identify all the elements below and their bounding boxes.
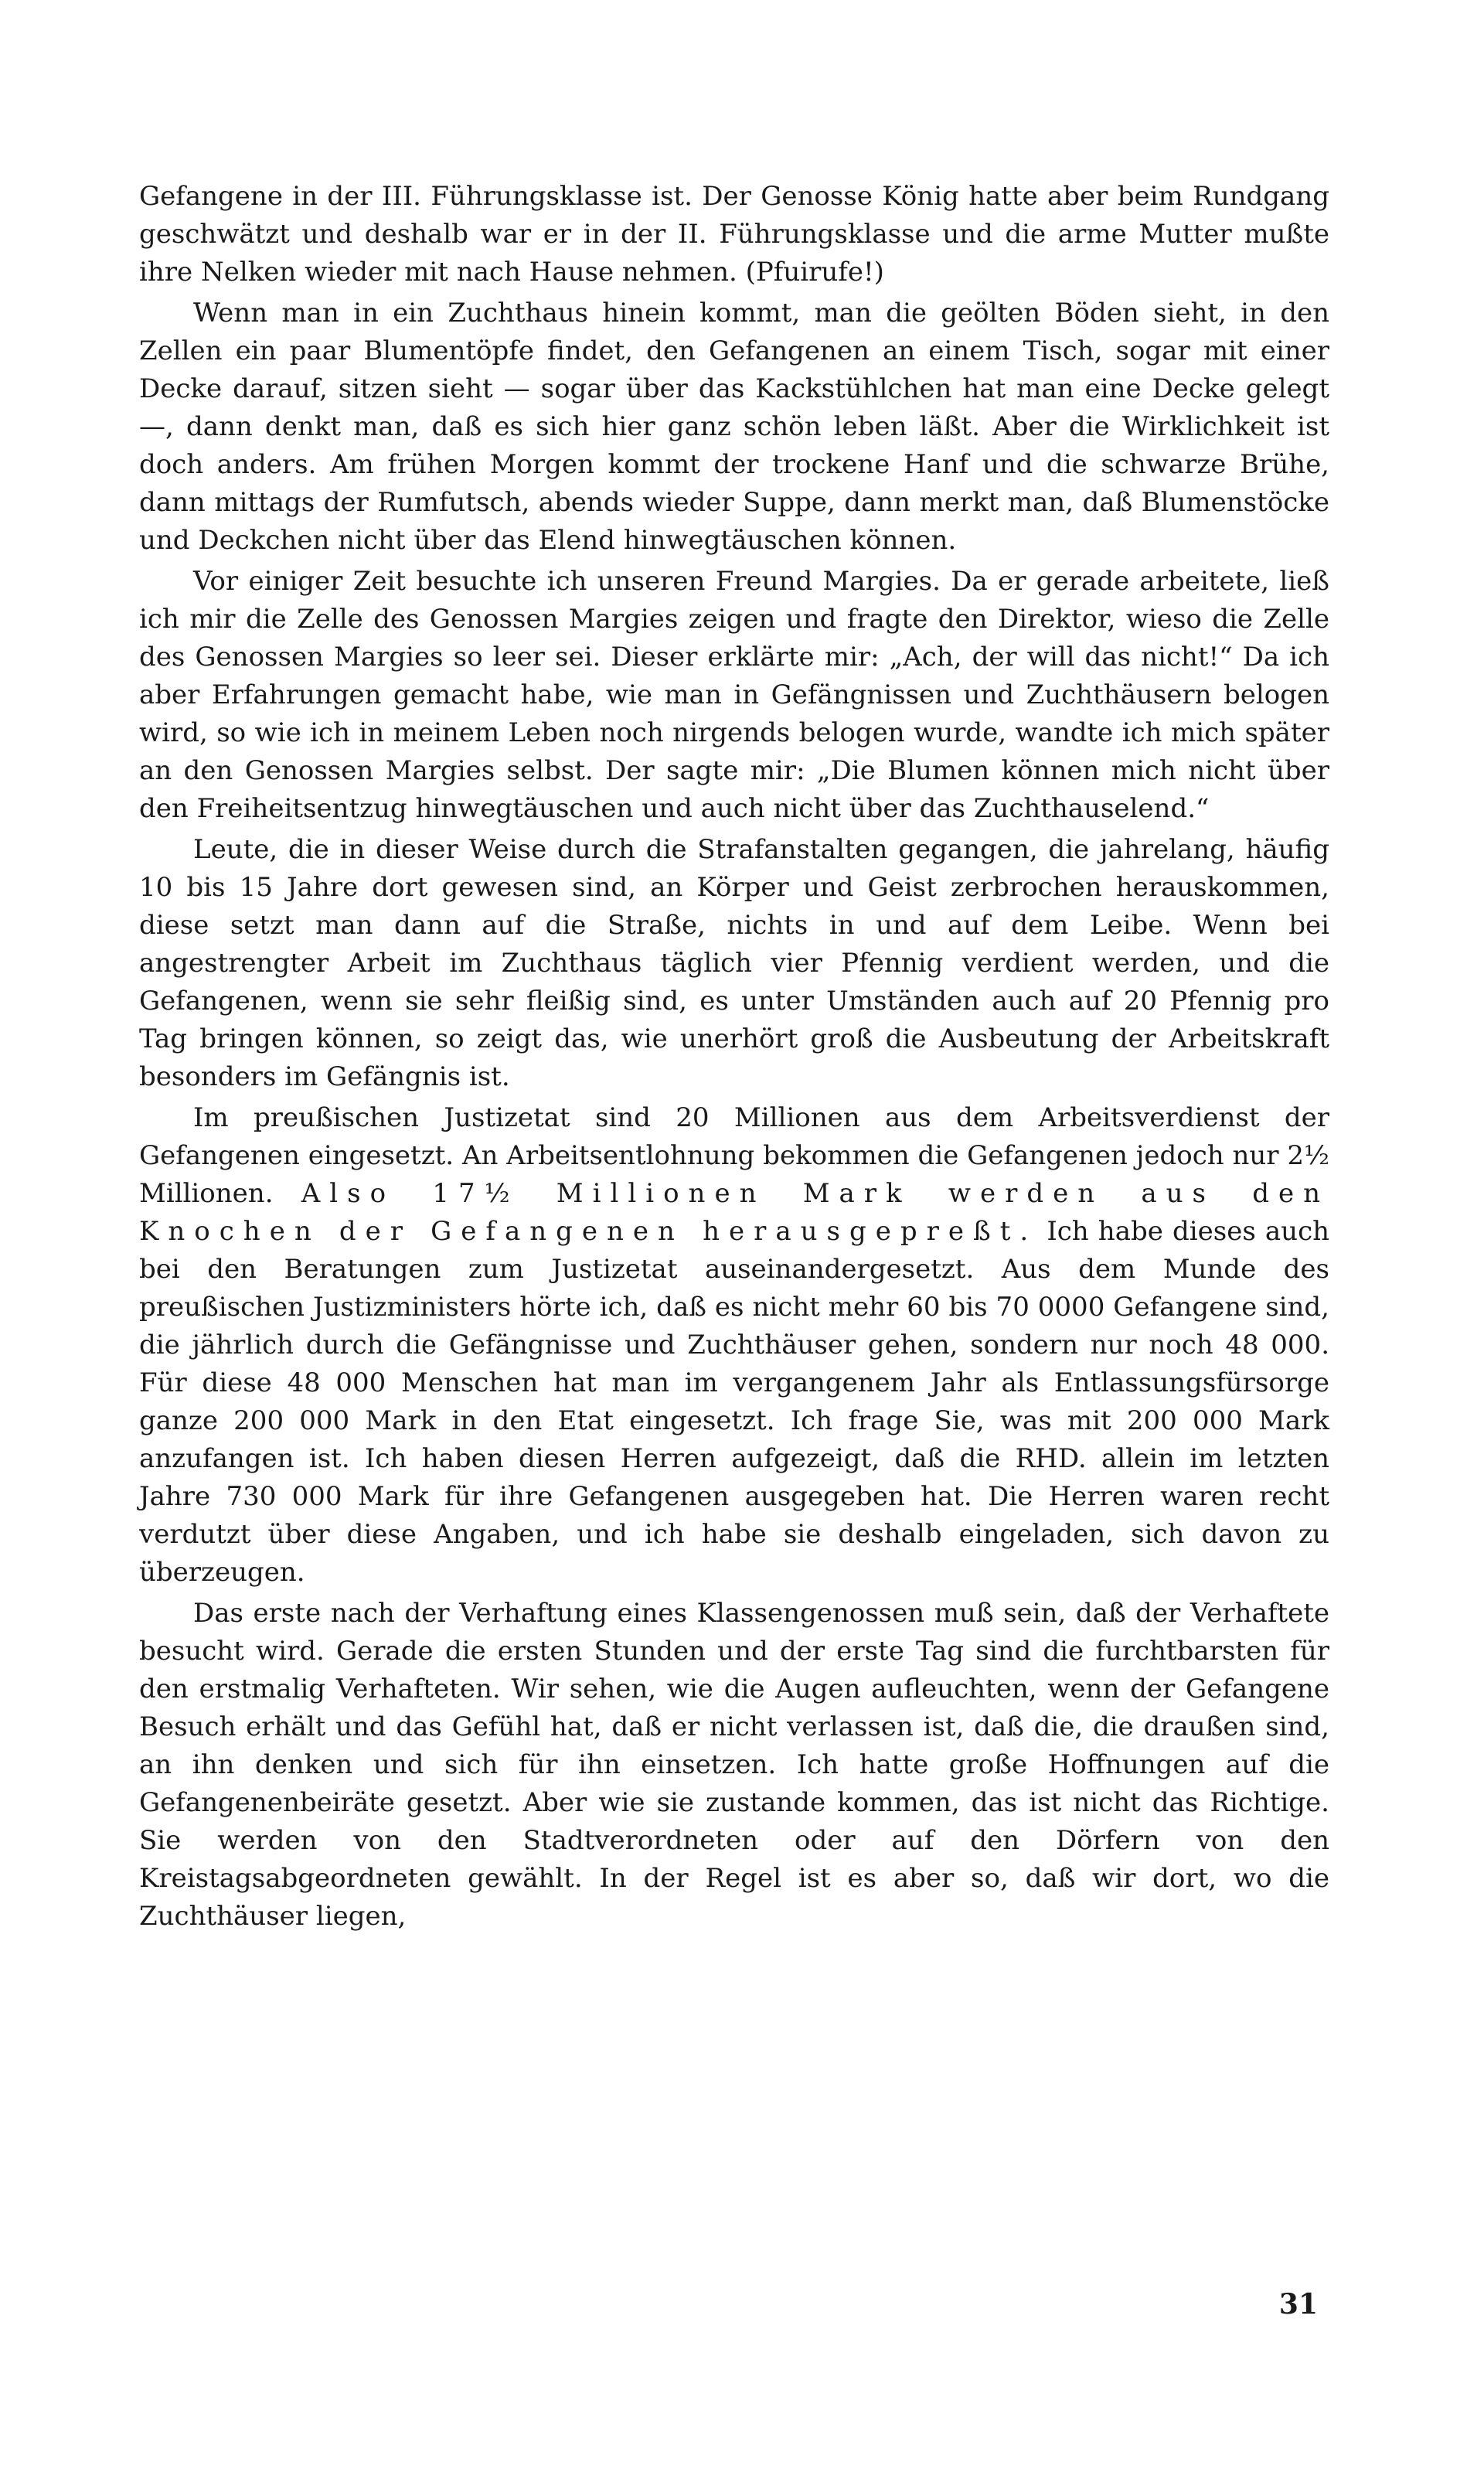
paragraph-5-text-before: Im preußischen Justizetat sind 20 Millionen aus dem Arbeitsverdienst der Gefangenen eingesetzt. An Arbeitsentlohnung bekommen die Gefangenen jedoch nur 2½ Millionen. — [139, 1102, 1329, 1209]
paragraph-5-emphasis: Also 17½ Millionen Mark werden aus den Knochen der Gefangenen herausgepreßt. — [139, 1178, 1330, 1247]
page-number: 31 — [1278, 2288, 1318, 2321]
paragraph-1: Gefangene in der III. Führungsklasse ist. Der Genosse König hatte aber beim Rundgang geschwätzt und deshalb war er in der II. Führungsklasse und die arme Mutter mußte ihre Nelken wieder mit nach Hause nehmen. (Pfuirufe!) — [139, 181, 1329, 288]
paragraph-2: Wenn man in ein Zuchthaus hinein kommt, man die geölten Böden sieht, in den Zellen ein paar Blumentöpfe findet, den Gefangenen an einem Tisch, sogar mit einer Decke darauf, sitzen sieht — sogar über das Kackstühlchen hat man eine Decke gelegt —, dann denkt man, daß es sich hier ganz schön leben läßt. Aber die Wirklichkeit ist doch anders. Am frühen Morgen kommt der trockene Hanf und die schwarze Brühe, dann mittags der Rumfutsch, abends wieder Suppe, dann merkt man, daß Blumenstöcke und Deckchen nicht über das Elend hinwegtäuschen können. — [139, 298, 1329, 556]
paragraph-6: Das erste nach der Verhaftung eines Klassengenossen muß sein, daß der Verhaftete besucht wird. Gerade die ersten Stunden und der erste Tag sind die furchtbarsten für den erstmalig Verhafteten. Wir sehen, wie die Augen aufleuchten, wenn der Gefangene Besuch erhält und das Gefühl hat, daß er nicht verlassen ist, daß die, die draußen sind, an ihn denken und sich für ihn einsetzen. Ich hatte große Hoffnungen auf die Gefangenenbeiräte gesetzt. Aber wie sie zustande kommen, das ist nicht das Richtige. Sie werden von den Stadtverordneten oder auf den Dörfern von den Kreistagsabgeordneten gewählt. In der Regel ist es aber so, daß wir dort, wo die Zuchthäuser liegen, — [139, 1598, 1329, 1932]
paragraph-5-text-after: Ich habe dieses auch bei den Beratungen zum Justizetat auseinandergesetzt. Aus dem Munde des preußischen Justizministers hörte ich, daß es nicht mehr 60 bis 70 0000 Gefangene sind, die jährlich durch die Gefängnisse und Zuchthäuser gehen, sondern nur noch 48 000. Für diese 48 000 Menschen hat man im vergangenem Jahr als Entlassungsfürsorge ganze 200 000 Mark in den Etat eingesetzt. Ich frage Sie, was mit 200 000 Mark anzufangen ist. Ich haben diesen Herren aufgezeigt, daß die RHD. allein im letzten Jahre 730 000 Mark für ihre Gefangenen ausgegeben hat. Die Herren waren recht verdutzt über diese Angaben, und ich habe sie deshalb eingeladen, sich davon zu überzeugen. — [139, 1216, 1330, 1588]
paragraph-4: Leute, die in dieser Weise durch die Strafanstalten gegangen, die jahrelang, häufig 10 bis 15 Jahre dort gewesen sind, an Körper und Geist zerbrochen herauskommen, diese setzt man dann auf die Straße, nichts in und auf dem Leibe. Wenn bei angestrengter Arbeit im Zuchthaus täglich vier Pfennig verdient werden, und die Gefangenen, wenn sie sehr fleißig sind, es unter Umständen auch auf 20 Pfennig pro Tag bringen können, so zeigt das, wie unerhört groß die Ausbeutung der Arbeitskraft besonders im Gefängnis ist. — [139, 834, 1329, 1092]
body-text — [139, 178, 1329, 1939]
paragraph-3: Vor einiger Zeit besuchte ich unseren Freund Margies. Da er gerade arbeitete, ließ ich mir die Zelle des Genossen Margies zeigen und fragte den Direktor, wieso die Zelle des Genossen Margies so leer sei. Dieser erklärte mir: „Ach, der will das nicht!“ Da ich aber Erfahrungen gemacht habe, wie man in Gefängnissen und Zuchthäusern belogen wird, so wie ich in meinem Leben noch nirgends belogen wurde, wandte ich mich später an den Genossen Margies selbst. Der sagte mir: „Die Blumen können mich nicht über den Freiheitsentzug hinwegtäuschen und auch nicht über das Zuchthauselend.“ — [139, 566, 1329, 824]
paragraph-5 — [139, 1099, 1329, 1592]
